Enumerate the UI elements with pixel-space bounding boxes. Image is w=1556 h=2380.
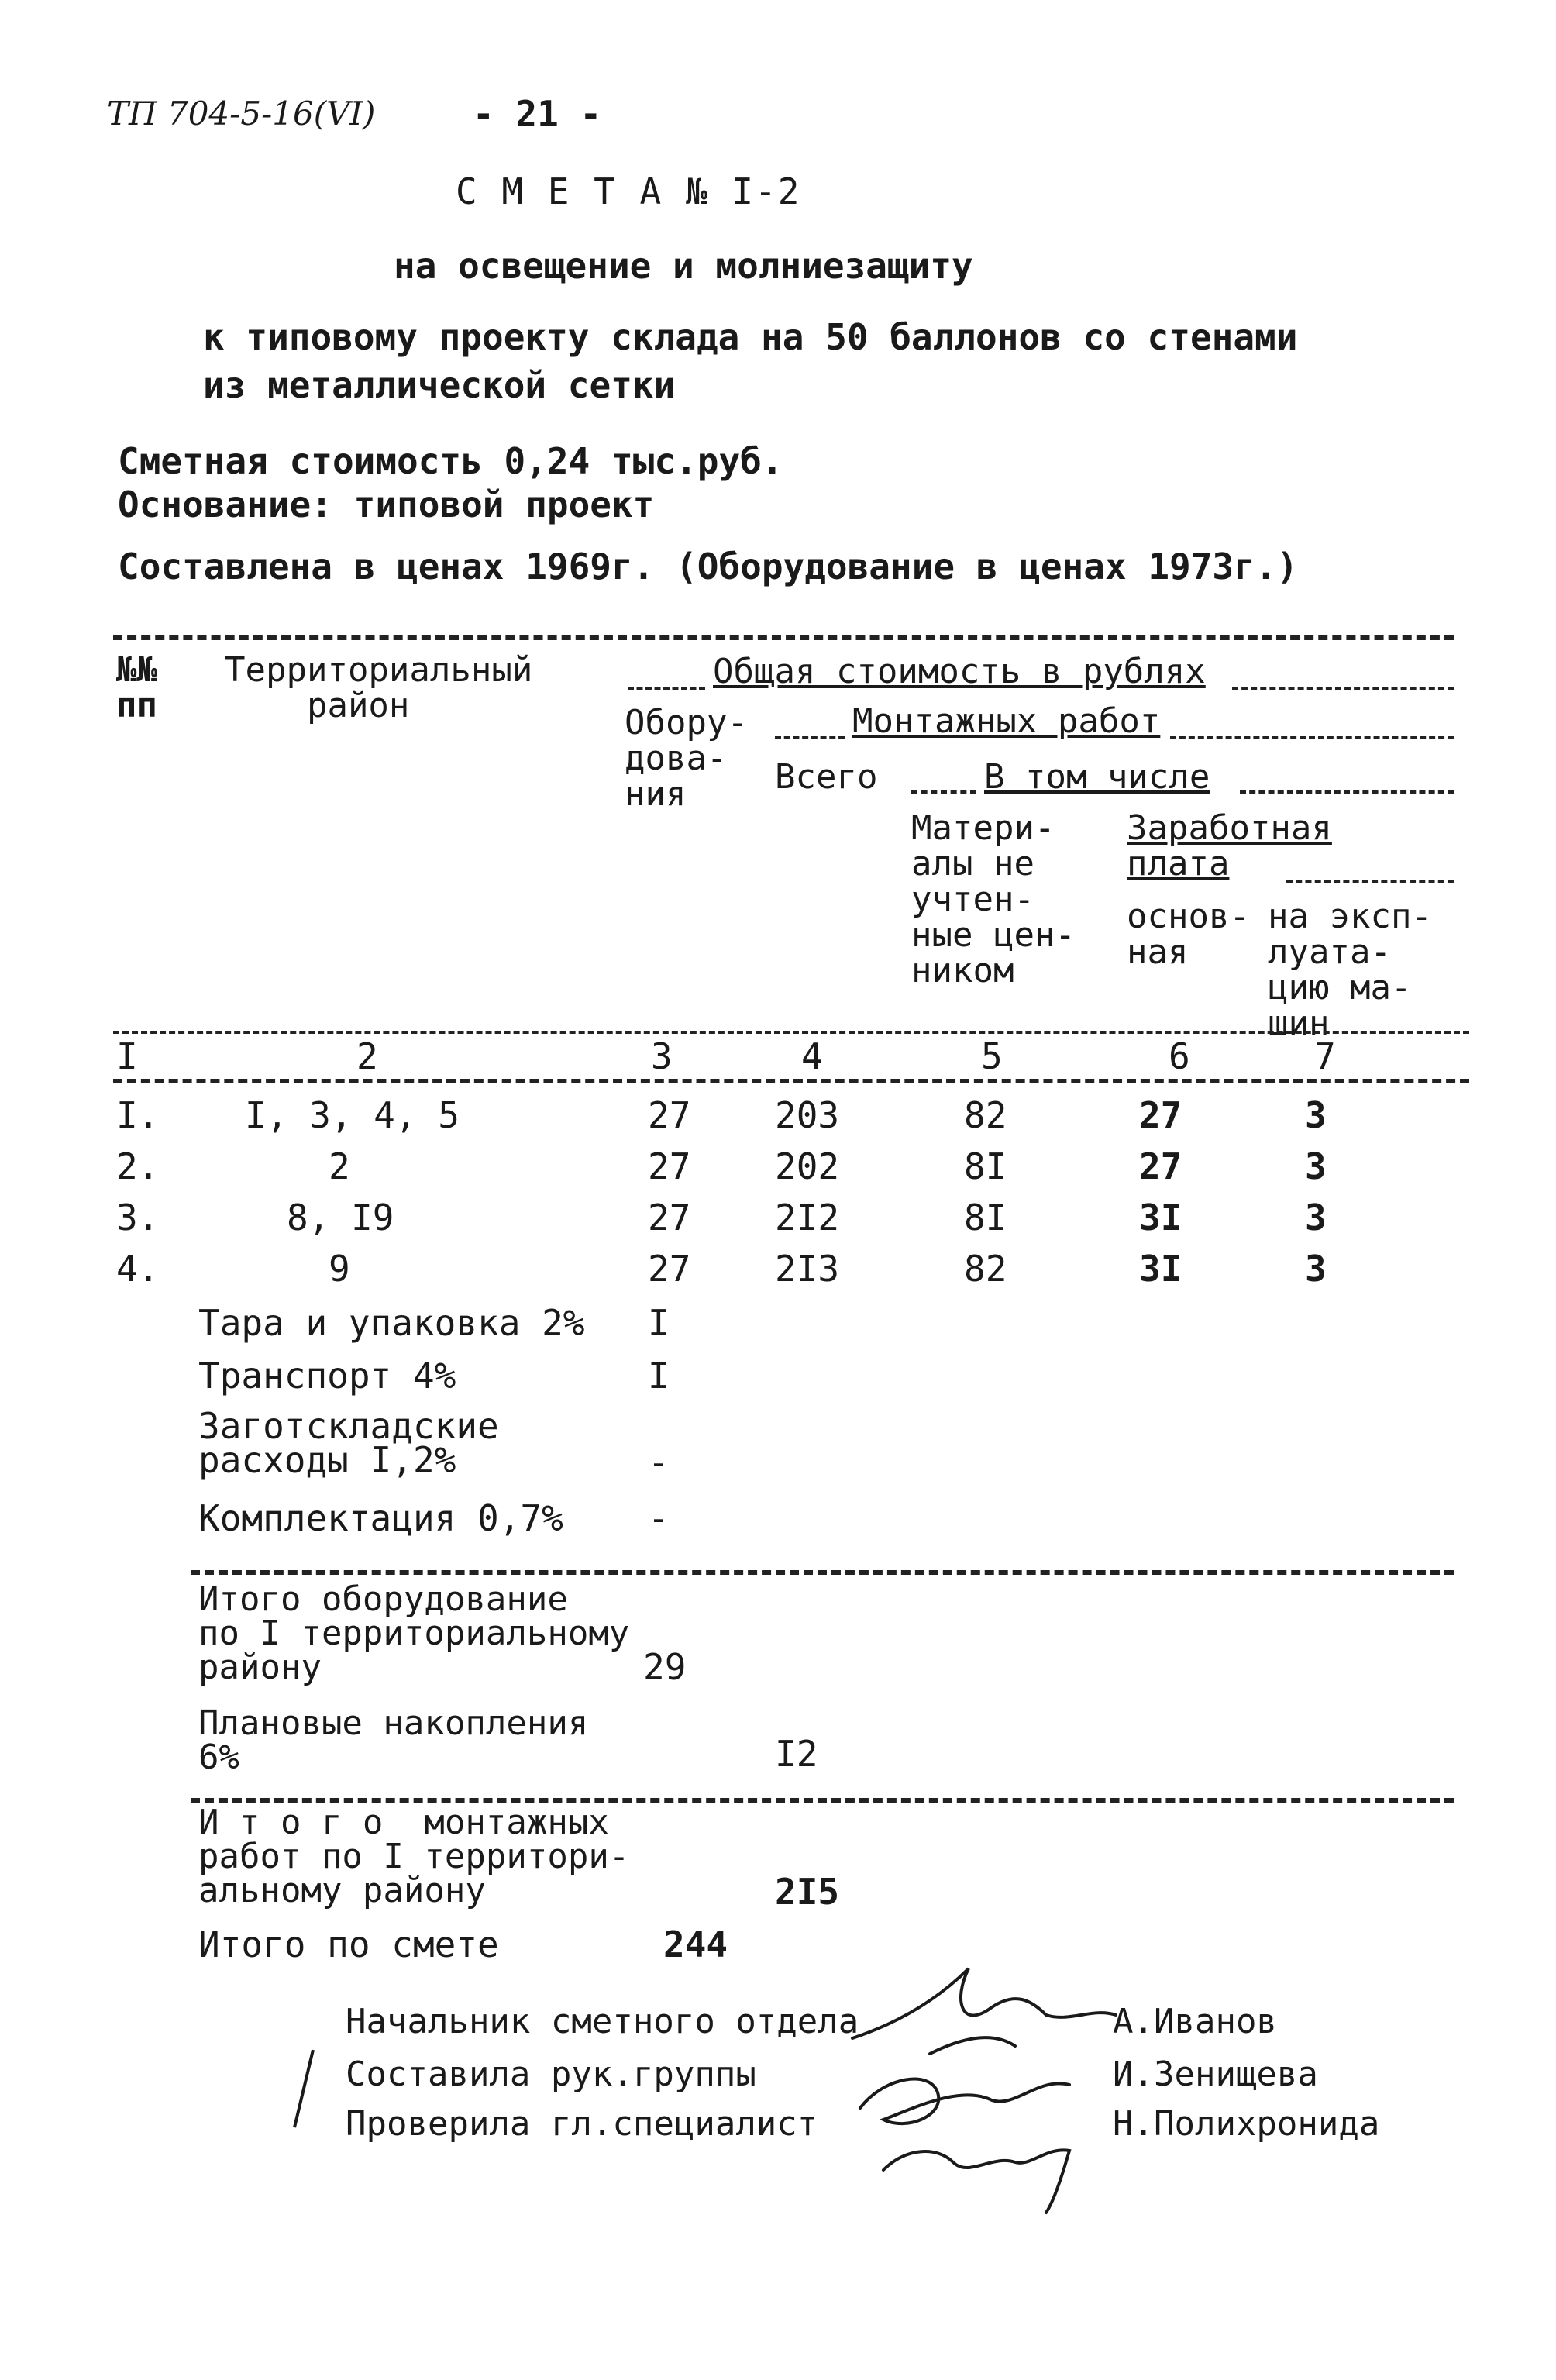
row-basic: 3I [1139,1248,1182,1290]
colnum-4: 4 [801,1035,823,1077]
row-region: 9 [329,1248,350,1290]
total-installation-value: 2I5 [775,1871,840,1913]
basis: Основание: типовой проект [118,484,655,525]
row-materials: 82 [964,1248,1007,1290]
row-basic: 3I [1139,1197,1182,1238]
colnum-rule-bottom [113,1079,1469,1083]
row-materials: 82 [964,1094,1007,1136]
assembly-label: Комплектация 0,7% [198,1497,563,1539]
including-rule-left [911,790,976,794]
colnum-7: 7 [1314,1035,1336,1077]
header-region: Территориальный район [225,650,533,725]
table-top-rule [113,635,1454,640]
header-materials: Матери- алы не учтен- ные цен- ником [911,808,1076,990]
header-salary: Заработная плата [1127,808,1332,883]
header-installation: Монтажных работ [852,701,1161,741]
header-basic: основ- ная [1127,897,1250,972]
signature-name-head: А.Иванов [1113,2002,1277,2041]
row-materials: 8I [964,1197,1007,1238]
planned-savings-value: I2 [775,1733,818,1775]
document-subtitle: на освещение и молниезащиту [394,245,973,287]
row-basic: 27 [1139,1094,1182,1136]
row-number: 4. [116,1248,160,1290]
total-equipment-label: Итого оборудование по I территориальному району [198,1579,630,1687]
grand-total-label: Итого по смете [198,1924,499,1965]
row-machines: 3 [1305,1197,1327,1238]
colnum-1: I [116,1035,138,1077]
signature-name-compiler: И.Зенищева [1113,2055,1318,2094]
row-equipment: 27 [648,1248,691,1290]
colnum-3: 3 [651,1035,673,1077]
header-total-cost: Общая стоимость в рублях [713,652,1206,691]
colnum-6: 6 [1169,1035,1190,1077]
header-including: В том числе [984,757,1210,797]
purpose-line-1: к типовому проекту склада на 50 баллонов со стенами [203,316,1298,358]
row-equipment: 27 [648,1094,691,1136]
packaging-value: I [648,1302,670,1344]
install-rule-right [1170,736,1454,739]
assembly-value: - [648,1497,670,1539]
margin-stroke-icon [288,2046,319,2131]
transport-value: I [648,1355,670,1397]
page-number: - 21 - [473,93,602,135]
purpose-line-2: из металлической сетки [203,364,676,406]
row-basic: 27 [1139,1145,1182,1187]
row-number: I. [116,1094,160,1136]
document-code: ТП 704-5-16(VI) [107,95,376,133]
handwritten-signatures-icon [837,1953,1162,2216]
header-machines: на эксп- луата- цию ма- шин [1268,897,1432,1043]
row-total: 202 [775,1145,840,1187]
grand-total-value: 244 [663,1924,728,1965]
row-equipment: 27 [648,1145,691,1187]
signature-name-checker: Н.Полихронида [1113,2104,1380,2144]
row-equipment: 27 [648,1197,691,1238]
prices-note: Составлена в ценах 1969г. (Оборудование в ценах 1973г.) [118,546,1299,587]
signature-role-compiler: Составила рук.группы [346,2055,756,2094]
transport-label: Транспорт 4% [198,1355,456,1397]
row-materials: 8I [964,1145,1007,1187]
row-machines: 3 [1305,1248,1327,1290]
totals-rule [191,1570,1454,1575]
signature-role-head: Начальник сметного отдела [346,2002,859,2041]
document-title: С М Е Т А № I-2 [456,170,801,212]
row-machines: 3 [1305,1094,1327,1136]
colnum-5: 5 [981,1035,1003,1077]
estimated-cost: Сметная стоимость 0,24 тыс.руб. [118,440,783,482]
row-total: 2I2 [775,1197,840,1238]
row-number: 3. [116,1197,160,1238]
colnum-2: 2 [356,1035,378,1077]
including-rule-right [1240,790,1454,794]
colnum-rule-top [113,1031,1469,1034]
header-all: Всего [775,757,878,797]
planned-savings-label: Плановые накопления 6% [198,1703,589,1777]
total-installation-label: И т о г о монтажных работ по I территори- альному району [198,1803,630,1910]
packaging-label: Тара и упаковка 2% [198,1302,585,1344]
row-region: 8, I9 [287,1197,394,1238]
row-region: 2 [329,1145,350,1187]
header-equipment: Обору- дова- ния [625,703,748,814]
signature-role-checker: Проверила гл.специалист [346,2104,818,2144]
row-machines: 3 [1305,1145,1327,1187]
header-rule-right [1232,687,1454,690]
salary-rule [1286,880,1454,883]
header-num: №№ пп [116,650,157,725]
row-total: 203 [775,1094,840,1136]
install-rule-left [775,736,845,739]
header-rule-left [628,687,705,690]
row-number: 2. [116,1145,160,1187]
warehouse-value: - [648,1441,670,1483]
total-equipment-value: 29 [643,1646,687,1688]
row-region: I, 3, 4, 5 [245,1094,460,1136]
warehouse-label: Заготскладские расходы I,2% [198,1405,499,1481]
row-total: 2I3 [775,1248,840,1290]
